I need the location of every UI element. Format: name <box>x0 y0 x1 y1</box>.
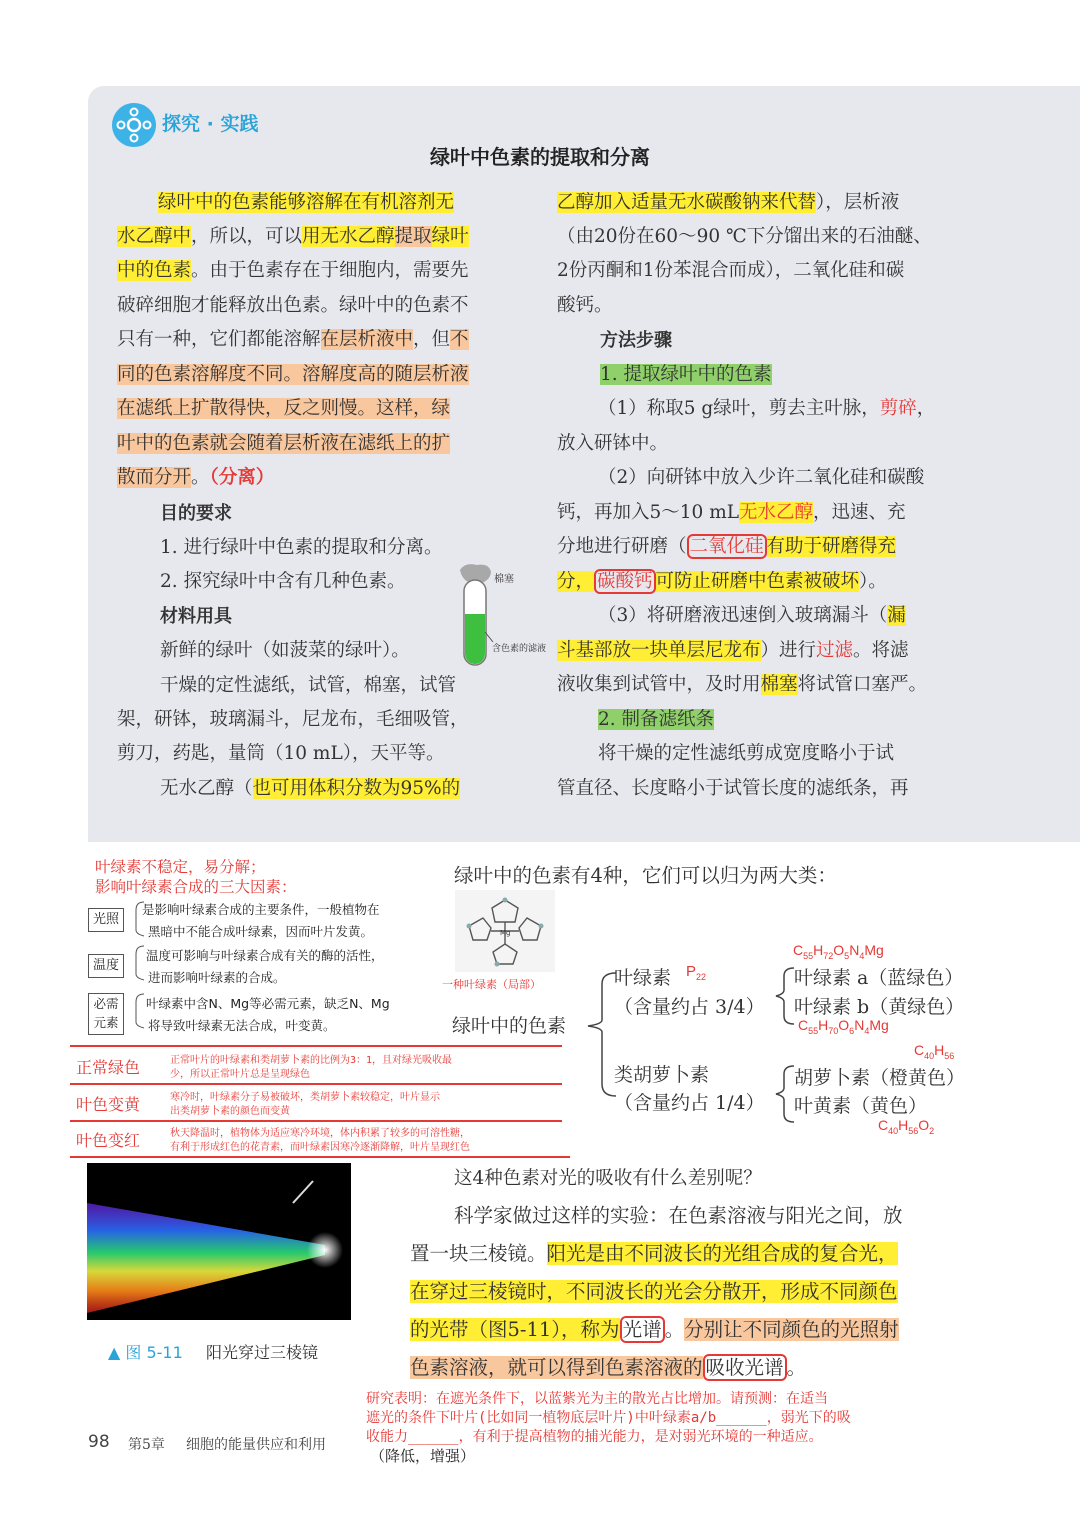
tube-cap-label: 棉塞 <box>494 574 514 585</box>
color-key: 叶色变黄 <box>76 1095 141 1114</box>
formula-part: 5 <box>844 950 850 961</box>
figure-number: ▲ 图 5-11 <box>108 1343 183 1362</box>
text-line: 剪刀，药匙，量筒（10 mL），天平等。 <box>117 743 445 764</box>
formula-part: H <box>818 1017 829 1033</box>
formula-part: 72 <box>823 950 834 961</box>
chapter-title: 细胞的能量供应和利用 <box>186 1437 326 1453</box>
formula-part: 55 <box>808 1025 819 1036</box>
step-heading: 2. 制备滤纸条 <box>598 709 715 730</box>
purpose-item: 1. 进行绿叶中色素的提取和分离。 <box>160 537 443 558</box>
text-line: 分地进行研磨（ 二氧化硅 有助于研磨得充 <box>557 536 897 557</box>
text-line: 干燥的定性滤纸，试管，棉塞，试管 <box>160 675 457 696</box>
factor-key: 温度 <box>88 954 124 978</box>
formula-part: 55 <box>803 950 814 961</box>
text-line: 乙醇加入适量无水碳酸钠来代替），层析液 <box>557 192 900 213</box>
formula-chl-b <box>798 1017 889 1036</box>
carotene: 胡萝卜素（橙黄色） <box>794 1067 966 1089</box>
carotenoid-share: （含量约占 1/4） <box>614 1092 765 1114</box>
answer-note: （降低，增强） <box>370 1447 476 1465</box>
text-line: 色素溶液，就可以得到色素溶液的 吸收光谱 。 <box>410 1356 807 1379</box>
formula-carotene <box>914 1042 954 1061</box>
formula-part: 4 <box>864 1025 870 1036</box>
text-line: 管直径、长度略小于试管长度的滤纸条，再 <box>557 778 909 799</box>
text-line: （2）向研钵中放入少许二氧化硅和碳酸 <box>598 467 925 488</box>
factor-text: 将导致叶绿素无法合成，叶变黄。 <box>148 1018 336 1033</box>
purpose-heading: 目的要求 <box>160 503 232 524</box>
formula-part: 2 <box>929 1125 935 1136</box>
text-line: 2份丙酮和1份苯混合而成），二氧化硅和碳 <box>557 260 905 281</box>
color-text: 有利于形成红色的花青素，而叶绿素因寒冷逐渐降解，叶片呈现红色 <box>170 1142 470 1153</box>
formula-part: O <box>838 1017 850 1033</box>
factor-text: 黑暗中不能合成叶绿素，因而叶片发黄。 <box>148 924 374 939</box>
color-text: 出类胡萝卜素的颜色而变黄 <box>170 1106 290 1117</box>
factor-key: 必需元素 <box>88 993 124 1035</box>
chlorophyll-a: 叶绿素 a（蓝绿色） <box>794 967 964 989</box>
note-line: 影响叶绿素合成的三大因素： <box>95 878 297 896</box>
carotenoid-label: 类胡萝卜素 <box>614 1064 710 1086</box>
formula-part: Mg <box>869 1017 889 1033</box>
text-line: 散而分开。（分离） <box>117 467 275 488</box>
purpose-item: 2. 探究绿叶中含有几种色素。 <box>160 571 406 592</box>
text-line: 叶中的色素就会随着层析液在滤纸上的扩 <box>117 433 451 454</box>
text-line: 无水乙醇（也可用体积分数为95%的 <box>160 778 461 799</box>
formula-part: C <box>793 942 804 958</box>
factor-text: 温度可影响与叶绿素合成有关的酶的活性， <box>146 948 384 963</box>
text-line: 放入研钵中。 <box>557 433 669 454</box>
text-line: 的光带（图5-11），称为 光谱 。分别让不同颜色的光照射 <box>410 1318 899 1341</box>
text-line: 架，研钵，玻璃漏斗，尼龙布，毛细吸管， <box>117 709 469 730</box>
chapter-label: 第5章 <box>128 1437 165 1453</box>
formula-part: 40 <box>888 1125 899 1136</box>
text-line: 破碎细胞才能释放出色素。绿叶中的色素不 <box>117 295 469 316</box>
divider <box>70 1156 570 1158</box>
formula-part: 56 <box>908 1125 919 1136</box>
chlorophyll-share: （含量约占 3/4） <box>614 996 765 1018</box>
color-text: 秋天降温时，植物体为适应寒冷环境，体内积累了较多的可溶性糖， <box>170 1128 470 1139</box>
text-line: 分， 碳酸钙 可防止研磨中色素被破坏）。 <box>557 571 887 592</box>
chlorophyll-label: 叶绿素 <box>614 967 672 989</box>
steps-heading: 方法步骤 <box>600 330 672 351</box>
text-line: （3）将研磨液迅速倒入玻璃漏斗（漏 <box>598 605 906 626</box>
tube-liquid-label: 含色素的滤液 <box>492 644 547 654</box>
formula-part: 6 <box>849 1025 855 1036</box>
p22-mark: $P_{22}$ <box>686 963 707 982</box>
research-note: 收能力______，有利于提高植物的捕光能力，是对弱光环境的一种适应。 <box>366 1429 823 1445</box>
materials-heading: 材料用具 <box>160 606 232 627</box>
color-text: 寒冷时，叶绿素分子易被破坏，类胡萝卜素较稳定，叶片显示 <box>170 1092 440 1103</box>
color-text: 少，所以正常叶片总是呈现绿色 <box>170 1069 310 1080</box>
formula-part: 40 <box>924 1050 935 1061</box>
divider <box>70 1120 562 1122</box>
formula-part: N <box>849 942 860 958</box>
color-text: 正常叶片的叶绿素和类胡萝卜素的比例为3：1，且对绿光吸收最 <box>170 1055 453 1066</box>
text-line: 水乙醇中，所以，可以用无水乙醇提取绿叶 <box>117 226 469 247</box>
text-line: 在穿过三棱镜时，不同波长的光会分散开，形成不同颜色 <box>410 1280 898 1303</box>
text-line: 只有一种，它们都能溶解在层析液中，但不 <box>117 329 469 350</box>
chlorophyll-b: 叶绿素 b（黄绿色） <box>794 996 965 1018</box>
pigments-intro: 绿叶中的色素有4种，它们可以归为两大类： <box>454 864 837 887</box>
note-line: 叶绿素不稳定，易分解； <box>95 858 266 876</box>
chlorophyll-molecule-image <box>455 890 555 972</box>
formula-part: N <box>854 1017 865 1033</box>
research-note: 研究表明：在遮光条件下，以蓝紫光为主的散光占比增加。请预测：在适当 <box>366 1391 828 1407</box>
formula-part: O <box>918 1117 930 1133</box>
formula-part: H <box>934 1042 945 1058</box>
factor-key: 光照 <box>88 908 124 932</box>
figure-caption: 阳光穿过三棱镜 <box>206 1343 319 1362</box>
formula-xanthophyll <box>878 1117 934 1136</box>
formula-part: Mg <box>864 942 884 958</box>
text-line: （由20份在60～90 ℃下分馏出来的石油醚、 <box>557 226 932 247</box>
color-key: 正常绿色 <box>76 1058 141 1077</box>
formula-part: 56 <box>944 1050 955 1061</box>
molecule-caption: 一种叶绿素（局部） <box>442 978 541 991</box>
text-line: 在滤纸上扩散得快，反之则慢。这样，绿 <box>117 398 451 419</box>
formula-part: 4 <box>859 950 865 961</box>
page-title: 绿叶中色素的提取和分离 <box>430 145 650 169</box>
formula-part: C <box>798 1017 809 1033</box>
formula-part: C <box>914 1042 925 1058</box>
formula-part: 70 <box>828 1025 839 1036</box>
divider <box>70 1083 562 1085</box>
factor-text: 是影响叶绿素合成的主要条件，一般植物在 <box>142 902 380 917</box>
formula-part: O <box>833 942 845 958</box>
formula-chl-a <box>793 942 884 961</box>
step-heading: 1. 提取绿叶中的色素 <box>600 364 772 385</box>
text-line: 科学家做过这样的实验：在色素溶液与阳光之间，放 <box>454 1204 903 1227</box>
text-line: 酸钙。 <box>557 295 613 316</box>
xanthophyll: 叶黄素（黄色） <box>794 1095 928 1117</box>
color-key: 叶色变红 <box>76 1131 141 1150</box>
text-line: 绿叶中的色素能够溶解在有机溶剂无 <box>158 192 455 213</box>
text-line: 钙，再加入5～10 mL无水乙醇，迅速、充 <box>557 502 906 523</box>
page-number: 98 <box>88 1432 110 1452</box>
prism-photo <box>87 1163 351 1320</box>
formula-part: C <box>878 1117 889 1133</box>
divider <box>70 1045 562 1047</box>
text-line: 中的色素。由于色素存在于细胞内，需要先 <box>117 260 469 281</box>
factor-brackets <box>122 898 148 1038</box>
text-line: 新鲜的绿叶（如菠菜的绿叶）。 <box>160 640 410 661</box>
text-line: （1）称取5 g绿叶，剪去主叶脉，剪碎， <box>598 398 936 419</box>
formula-part: H <box>898 1117 909 1133</box>
section-label: 探究 · 实践 <box>162 113 259 135</box>
research-note: 遮光的条件下叶片(比如同一植物底层叶片)中叶绿素a/b______，弱光下的吸 <box>366 1410 851 1426</box>
question: 这4种色素对光的吸收有什么差别呢？ <box>454 1168 762 1189</box>
factor-text: 进而影响叶绿素的合成。 <box>148 970 286 985</box>
svg-text:Mg: Mg <box>500 929 511 937</box>
text-line: 置一块三棱镜。阳光是由不同波长的光组合成的复合光， <box>410 1242 898 1265</box>
formula-part: H <box>813 942 824 958</box>
text-line: 液收集到试管中，及时用棉塞将试管口塞严。 <box>557 674 928 695</box>
factor-text: 叶绿素中含N、Mg等必需元素，缺乏N、Mg <box>146 996 390 1011</box>
text-line: 将干燥的定性滤纸剪成宽度略小于试 <box>598 743 895 764</box>
pigments-root: 绿叶中的色素 <box>452 1015 567 1037</box>
text-line: 斗基部放一块单层尼龙布）进行过滤。将滤 <box>557 640 909 661</box>
text-line: 同的色素溶解度不同。溶解度高的随层析液 <box>117 364 469 385</box>
